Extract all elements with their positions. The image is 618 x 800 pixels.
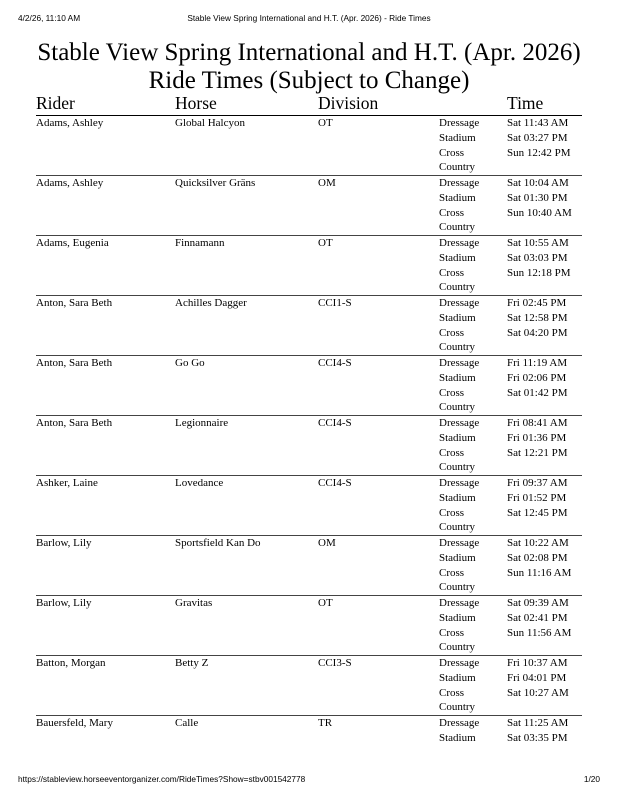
phase-cross: Cross — [439, 206, 465, 219]
horse-name: Achilles Dagger — [175, 297, 247, 309]
rider-name: Bauersfeld, Mary — [36, 717, 113, 729]
column-header-horse: Horse — [175, 93, 217, 113]
ride-times — [507, 596, 571, 640]
phase-stadium: Stadium — [439, 731, 476, 744]
rider-name: Anton, Sara Beth — [36, 357, 113, 369]
time-cross-country: Sat 10:27 AM — [507, 686, 569, 699]
division: CCI1-S — [318, 297, 352, 309]
phase-cross: Cross — [439, 506, 465, 519]
ride-times — [507, 296, 568, 340]
column-header-row — [36, 93, 582, 116]
phase-labels — [439, 296, 479, 355]
phase-labels — [439, 656, 479, 715]
page-title — [0, 39, 618, 94]
time-dressage: Fri 08:41 AM — [507, 417, 568, 429]
phase-country: Country — [439, 701, 476, 714]
rider-name: Barlow, Lily — [36, 537, 92, 549]
ride-times — [507, 356, 568, 400]
ride-times — [507, 176, 572, 220]
phase-dressage: Dressage — [439, 357, 480, 369]
phase-dressage: Dressage — [439, 237, 480, 249]
time-stadium: Sat 02:41 PM — [507, 611, 568, 624]
phase-cross: Cross — [439, 566, 465, 579]
phase-labels — [439, 176, 479, 235]
rider-name: Barlow, Lily — [36, 597, 92, 609]
phase-labels — [439, 536, 479, 595]
phase-dressage: Dressage — [439, 177, 480, 189]
phase-labels — [439, 716, 479, 746]
table-row — [36, 416, 582, 476]
ride-times — [507, 416, 568, 460]
table-row — [36, 296, 582, 356]
phase-stadium: Stadium — [439, 371, 476, 384]
phase-labels — [439, 416, 479, 475]
rider-name: Adams, Ashley — [36, 177, 104, 189]
horse-name: Quicksilver Gräns — [175, 177, 256, 189]
time-cross-country: Sun 11:56 AM — [507, 626, 572, 639]
rider-name: Anton, Sara Beth — [36, 297, 113, 309]
phase-cross: Cross — [439, 326, 465, 339]
time-cross-country: Sat 01:42 PM — [507, 386, 568, 399]
phase-stadium: Stadium — [439, 431, 476, 444]
horse-name: Betty Z — [175, 657, 209, 669]
table-row — [36, 596, 582, 656]
ride-times-table — [36, 116, 582, 775]
time-stadium: Sat 03:35 PM — [507, 731, 568, 744]
ride-times — [507, 116, 571, 160]
ride-times — [507, 476, 568, 520]
rider-name: Batton, Morgan — [36, 657, 106, 669]
table-row — [36, 236, 582, 296]
time-dressage: Sat 10:55 AM — [507, 237, 569, 249]
division: CCI4-S — [318, 417, 352, 429]
time-dressage: Sat 11:25 AM — [507, 717, 569, 729]
time-dressage: Fri 09:37 AM — [507, 477, 568, 489]
horse-name: Gravitas — [175, 597, 213, 609]
phase-stadium: Stadium — [439, 131, 476, 144]
division: OM — [318, 537, 336, 549]
rider-name: Adams, Eugenia — [36, 237, 109, 249]
column-header-time: Time — [507, 93, 544, 113]
phase-country: Country — [439, 581, 476, 594]
print-header — [18, 13, 600, 27]
phase-country: Country — [439, 461, 476, 474]
page-title-line1: Stable View Spring International and H.T. (Apr. 2026) — [37, 39, 581, 66]
phase-country: Country — [439, 521, 476, 534]
time-dressage: Fri 10:37 AM — [507, 657, 568, 669]
rider-name: Anton, Sara Beth — [36, 417, 113, 429]
phase-dressage: Dressage — [439, 537, 480, 549]
time-stadium: Fri 04:01 PM — [507, 671, 567, 684]
time-cross-country: Sat 12:21 PM — [507, 446, 568, 459]
division: OT — [318, 117, 333, 129]
phase-country: Country — [439, 401, 476, 414]
print-datetime: 4/2/26, 11:10 AM — [18, 13, 81, 23]
phase-labels — [439, 476, 479, 535]
horse-name: Global Halcyon — [175, 117, 245, 129]
ride-times — [507, 536, 571, 580]
horse-name: Legionnaire — [175, 417, 229, 429]
time-dressage: Sat 10:22 AM — [507, 537, 569, 549]
division: OM — [318, 177, 336, 189]
ride-times — [507, 656, 569, 700]
time-cross-country: Sat 12:45 PM — [507, 506, 568, 519]
phase-dressage: Dressage — [439, 417, 480, 429]
phase-country: Country — [439, 641, 476, 654]
phase-stadium: Stadium — [439, 491, 476, 504]
phase-cross: Cross — [439, 266, 465, 279]
table-row — [36, 176, 582, 236]
time-stadium: Sat 12:58 PM — [507, 311, 568, 324]
time-stadium: Fri 02:06 PM — [507, 371, 567, 384]
phase-country: Country — [439, 341, 476, 354]
phase-stadium: Stadium — [439, 611, 476, 624]
ride-times — [507, 716, 568, 746]
phase-labels — [439, 356, 479, 415]
time-stadium: Sat 03:03 PM — [507, 251, 568, 264]
phase-dressage: Dressage — [439, 477, 480, 489]
table-row — [36, 656, 582, 716]
print-doc-title: Stable View Spring International and H.T. (Apr. 2026) - Ride Times — [187, 13, 431, 23]
phase-stadium: Stadium — [439, 551, 476, 564]
time-cross-country: Sun 12:42 PM — [507, 146, 571, 159]
column-header-division: Division — [318, 93, 379, 113]
phase-stadium: Stadium — [439, 671, 476, 684]
division: CCI4-S — [318, 477, 352, 489]
time-dressage: Sat 10:04 AM — [507, 177, 569, 189]
time-stadium: Fri 01:36 PM — [507, 431, 567, 444]
phase-stadium: Stadium — [439, 251, 476, 264]
rider-name: Ashker, Laine — [36, 477, 98, 489]
horse-name: Lovedance — [175, 477, 224, 489]
time-cross-country: Sat 04:20 PM — [507, 326, 568, 339]
phase-labels — [439, 236, 479, 295]
phase-dressage: Dressage — [439, 717, 480, 729]
phase-cross: Cross — [439, 146, 465, 159]
division: CCI4-S — [318, 357, 352, 369]
phase-dressage: Dressage — [439, 117, 480, 129]
table-row — [36, 476, 582, 536]
time-cross-country: Sun 12:18 PM — [507, 266, 571, 279]
horse-name: Finnamann — [175, 237, 225, 249]
phase-cross: Cross — [439, 446, 465, 459]
page-number: 1/20 — [583, 774, 600, 784]
phase-dressage: Dressage — [439, 597, 480, 609]
time-cross-country: Sun 10:40 AM — [507, 206, 572, 219]
horse-name: Sportsfield Kan Do — [175, 537, 261, 549]
division: OT — [318, 237, 333, 249]
table-row — [36, 716, 582, 775]
phase-cross: Cross — [439, 386, 465, 399]
phase-dressage: Dressage — [439, 657, 480, 669]
time-cross-country: Sun 11:16 AM — [507, 566, 572, 579]
time-dressage: Fri 02:45 PM — [507, 297, 567, 309]
page-title-line2: Ride Times (Subject to Change) — [148, 66, 470, 94]
time-stadium: Sat 02:08 PM — [507, 551, 568, 564]
time-stadium: Sat 01:30 PM — [507, 191, 568, 204]
phase-stadium: Stadium — [439, 191, 476, 204]
time-stadium: Sat 03:27 PM — [507, 131, 568, 144]
horse-name: Go Go — [175, 357, 205, 369]
time-dressage: Fri 11:19 AM — [507, 357, 568, 369]
horse-name: Calle — [175, 717, 199, 729]
phase-cross: Cross — [439, 686, 465, 699]
print-url: https://stableview.horseeventorganizer.com/RideTimes?Show=stbv001542778 — [18, 774, 306, 784]
phase-country: Country — [439, 281, 476, 294]
phase-dressage: Dressage — [439, 297, 480, 309]
phase-labels — [439, 116, 479, 175]
table-row — [36, 116, 582, 176]
phase-cross: Cross — [439, 626, 465, 639]
rider-name: Adams, Ashley — [36, 117, 104, 129]
phase-stadium: Stadium — [439, 311, 476, 324]
phase-country: Country — [439, 161, 476, 174]
time-stadium: Fri 01:52 PM — [507, 491, 567, 504]
division: OT — [318, 597, 333, 609]
phase-labels — [439, 596, 479, 655]
ride-times — [507, 236, 571, 280]
division: CCI3-S — [318, 657, 352, 669]
time-dressage: Sat 09:39 AM — [507, 597, 569, 609]
time-dressage: Sat 11:43 AM — [507, 117, 569, 129]
division: TR — [318, 717, 333, 729]
table-row — [36, 536, 582, 596]
column-header-rider: Rider — [36, 93, 75, 113]
table-row — [36, 356, 582, 416]
phase-country: Country — [439, 221, 476, 234]
print-footer — [18, 774, 600, 786]
